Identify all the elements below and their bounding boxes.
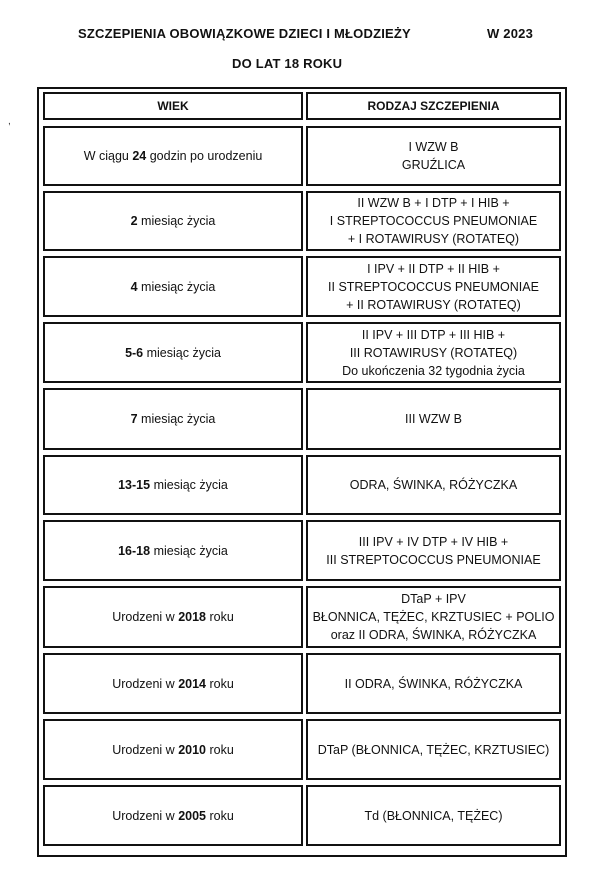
vaccine-cell [306, 388, 561, 450]
age-text-prefix: Urodzeni w [112, 610, 179, 624]
age-text-suffix: miesiąc życia [137, 214, 216, 228]
vaccine-line: III IPV + IV DTP + IV HIB + [358, 534, 509, 549]
vaccine-lines [313, 590, 555, 644]
vaccine-lines [350, 476, 517, 494]
age-cell [43, 191, 303, 251]
header-age [43, 92, 303, 120]
age-text-bold: 2 [130, 214, 138, 228]
header-age-label: WIEK [157, 99, 189, 113]
vaccine-line: II IPV + III DTP + III HIB + [361, 327, 506, 342]
vaccine-line: Do ukończenia 32 tygodnia życia [342, 363, 525, 378]
age-text-prefix: W ciągu [83, 149, 133, 163]
vaccine-line: I WZW B [408, 140, 459, 154]
vaccine-line: + II ROTAWIRUSY (ROTATEQ) [346, 297, 521, 312]
vaccine-lines [365, 807, 503, 825]
vaccine-lines [405, 410, 462, 428]
age-text-suffix: miesiąc życia [150, 478, 228, 492]
header-vaccine-label: RODZAJ SZCZEPIENIA [367, 99, 500, 113]
vaccine-cell [306, 586, 561, 648]
margin-mark: , [8, 116, 11, 127]
age-cell [43, 653, 303, 714]
vaccine-line: ODRA, ŚWINKA, RÓŻYCZKA [349, 478, 518, 492]
vaccine-cell [306, 191, 561, 251]
vaccine-lines [318, 741, 550, 759]
age-text-suffix: roku [206, 808, 234, 823]
vaccine-line: II STREPTOCOCCUS PNEUMONIAE [328, 279, 539, 294]
age-text [112, 675, 234, 693]
age-text [84, 147, 263, 165]
vaccine-cell [306, 256, 561, 317]
vaccine-cell [306, 719, 561, 780]
age-text [131, 212, 216, 230]
age-text-suffix: roku [206, 676, 234, 691]
age-text [118, 476, 228, 494]
vaccine-cell [306, 322, 561, 383]
vaccine-cell [306, 455, 561, 515]
age-cell [43, 126, 303, 186]
age-text-bold: 2005 [178, 808, 206, 823]
age-text [131, 410, 216, 428]
age-text-bold: 2014 [178, 676, 206, 691]
vaccine-line: III WZW B [405, 412, 462, 426]
vaccine-line: II ODRA, ŚWINKA, RÓŻYCZKA [344, 676, 523, 691]
age-text-suffix: godzin po urodzeniu [146, 149, 263, 163]
age-cell [43, 388, 303, 450]
age-text-bold: 5-6 [125, 345, 144, 360]
age-cell [43, 322, 303, 383]
vaccine-line: Td (BŁONNICA, TĘŻEC) [364, 808, 503, 823]
vaccine-cell [306, 520, 561, 581]
vaccine-line: I IPV + II DTP + II HIB + [367, 261, 500, 276]
vaccine-line: BŁONNICA, TĘŻEC, KRZTUSIEC + POLIO [312, 610, 555, 624]
vaccine-lines [330, 194, 537, 248]
age-text [112, 741, 234, 759]
age-text-suffix: miesiąc życia [137, 412, 216, 426]
age-text-bold: 24 [132, 149, 147, 163]
vaccine-line: III STREPTOCOCCUS PNEUMONIAE [326, 552, 541, 567]
age-text [118, 542, 228, 560]
title-main: SZCZEPIENIA OBOWIĄZKOWE DZIECI I MŁODZIEŻY [78, 26, 411, 41]
vaccine-lines [345, 675, 523, 693]
vaccine-line: DTaP (BŁONNICA, TĘŻEC, KRZTUSIEC) [317, 742, 550, 757]
vaccine-line: I STREPTOCOCCUS PNEUMONIAE [329, 214, 538, 228]
age-text-bold: 4 [130, 279, 138, 294]
header-vaccine [306, 92, 561, 120]
title-year: W 2023 [487, 26, 534, 41]
vaccine-line: oraz II ODRA, ŚWINKA, RÓŻYCZKA [330, 628, 537, 642]
age-text-bold: 16-18 [118, 543, 151, 558]
age-text [131, 278, 216, 296]
vaccine-cell [306, 126, 561, 186]
age-text-prefix: Urodzeni w [112, 808, 179, 823]
age-cell [43, 520, 303, 581]
vaccine-lines [402, 138, 465, 174]
age-text [125, 344, 221, 362]
vaccine-cell [306, 785, 561, 846]
age-text-bold: 7 [130, 412, 138, 426]
age-text-prefix: Urodzeni w [112, 742, 179, 757]
title-subtitle: DO LAT 18 ROKU [232, 56, 343, 71]
age-text-suffix: roku [206, 610, 234, 624]
age-text-bold: 2018 [178, 610, 206, 624]
vaccine-line: DTaP + IPV [401, 592, 466, 606]
age-text-bold: 2010 [178, 742, 206, 757]
vaccine-line: III ROTAWIRUSY (ROTATEQ) [349, 345, 518, 360]
age-text-suffix: miesiąc życia [143, 345, 221, 360]
age-text [112, 807, 234, 825]
vaccine-lines [342, 326, 525, 380]
age-text-suffix: miesiąc życia [150, 543, 228, 558]
age-cell [43, 785, 303, 846]
vaccine-lines [328, 260, 539, 314]
age-text-prefix: Urodzeni w [112, 676, 179, 691]
vaccine-lines [326, 533, 540, 569]
age-cell [43, 586, 303, 648]
age-text [112, 608, 234, 626]
vaccine-line: II WZW B + I DTP + I HIB + [357, 196, 510, 210]
age-text-suffix: miesiąc życia [137, 279, 216, 294]
age-cell [43, 719, 303, 780]
age-text-bold: 13-15 [118, 478, 151, 492]
age-cell [43, 256, 303, 317]
vaccine-line: GRUŹLICA [401, 158, 466, 172]
age-cell [43, 455, 303, 515]
age-text-suffix: roku [206, 742, 234, 757]
vaccine-cell [306, 653, 561, 714]
vaccine-line: + I ROTAWIRUSY (ROTATEQ) [347, 232, 520, 246]
